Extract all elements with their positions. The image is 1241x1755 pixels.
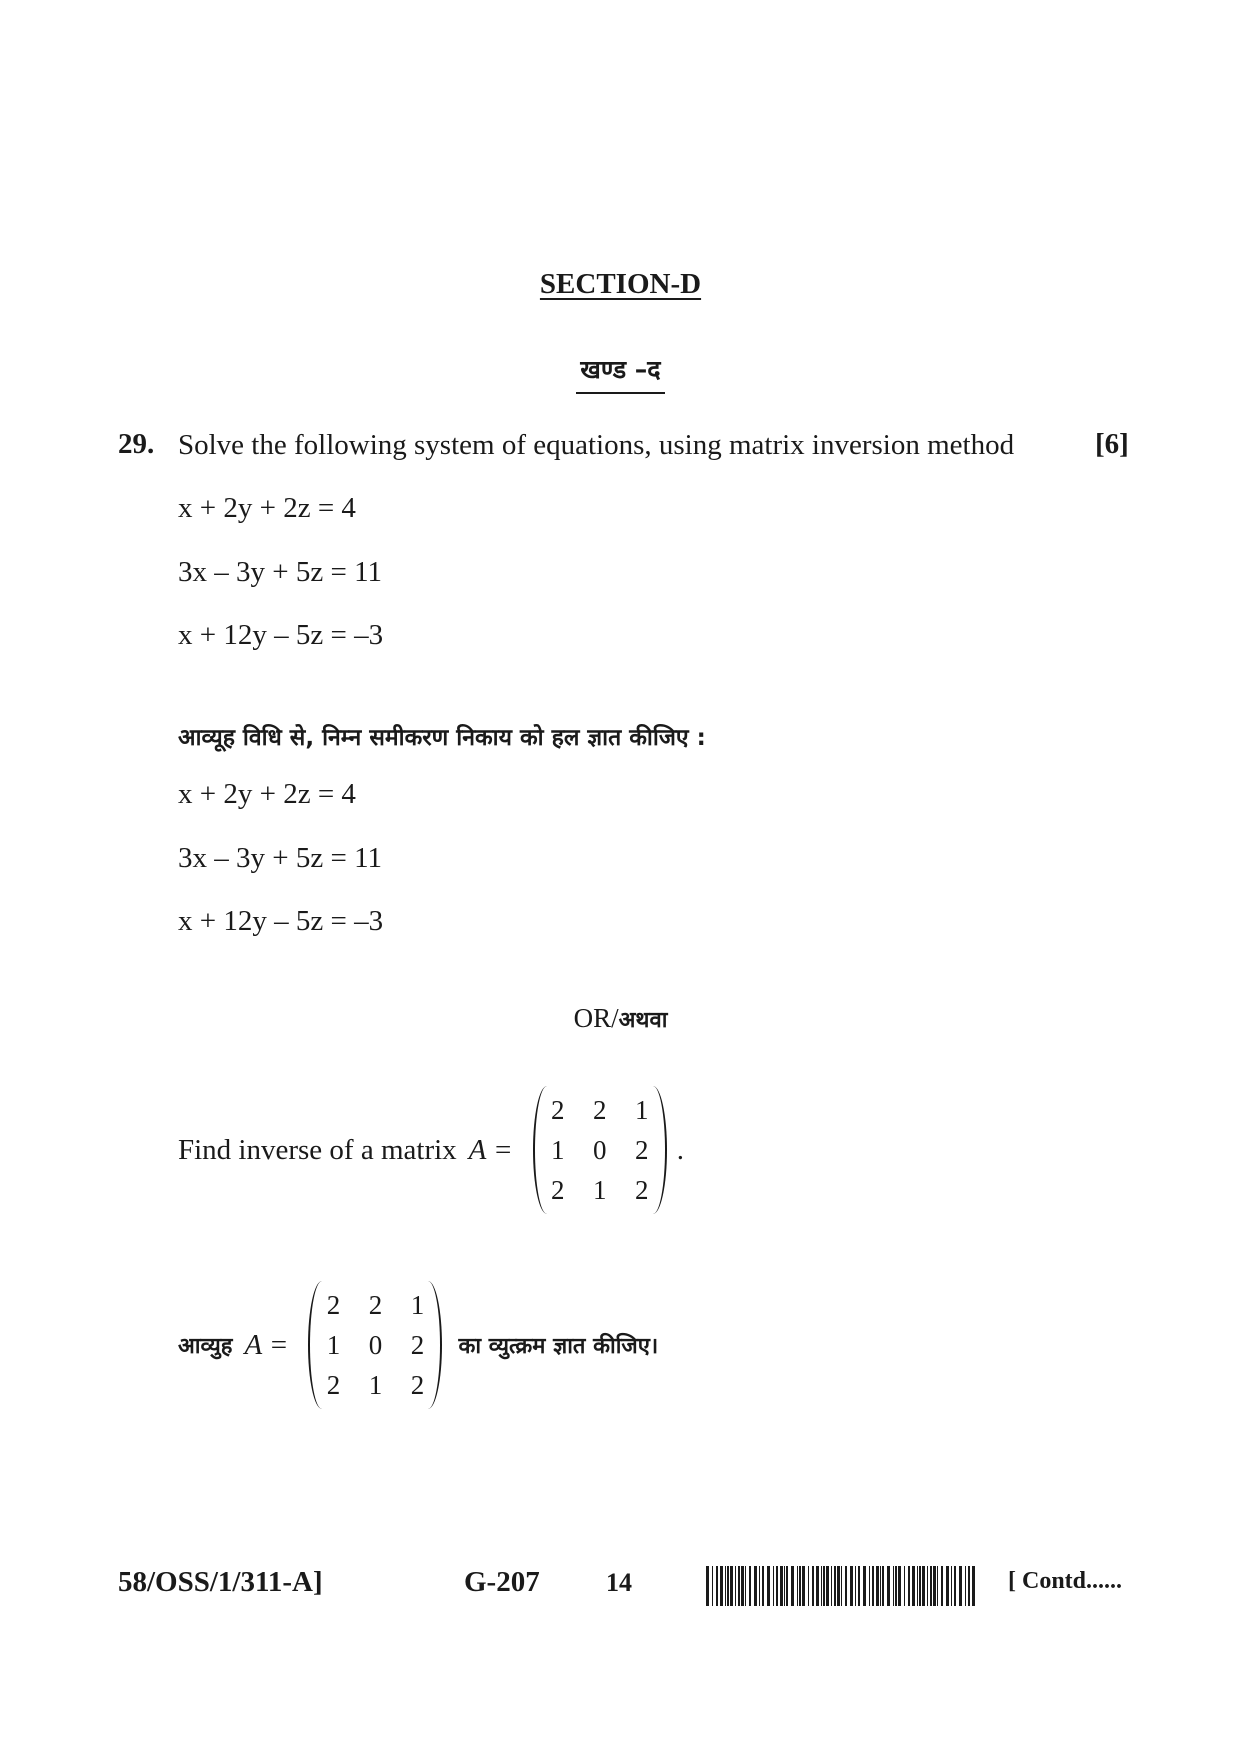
equation-3-repeat: x + 12y – 5z = –3 [178, 905, 384, 937]
inverse-question-hindi-prefix: आव्युह [178, 1334, 233, 1359]
matrix-label-hindi: A = [244, 1328, 289, 1361]
page-number: 14 [606, 1568, 632, 1597]
equation-1: x + 2y + 2z = 4 [178, 492, 356, 524]
question-text: Solve the following system of equations, using matrix inversion method [178, 429, 1015, 461]
question-marks: [6] [1095, 428, 1129, 460]
equation-1-repeat: x + 2y + 2z = 4 [178, 778, 356, 810]
section-title: SECTION-D [539, 268, 702, 300]
section-title-hindi: खण्ड –द [0, 352, 1241, 394]
or-divider [0, 1003, 1241, 1034]
question-number: 29. [118, 428, 155, 460]
inverse-question-hi [178, 1285, 658, 1405]
or-text-en: OR/ [573, 1003, 619, 1033]
matrix-a: 2 2 1 1 0 2 2 1 2 [537, 1090, 663, 1210]
or-text-hi: अथवा [618, 1008, 668, 1033]
inverse-question-text: Find inverse of a matrix [178, 1133, 457, 1166]
inverse-question-hindi-suffix: का व्युत्क्रम ज्ञात कीजिए। [458, 1334, 659, 1359]
end-mark: . [676, 1133, 684, 1166]
question-text-hindi: आव्यूह विधि से, निम्न समीकरण निकाय को हल ज्ञात कीजिए : [178, 725, 706, 751]
equation-2-repeat: 3x – 3y + 5z = 11 [178, 842, 383, 874]
equation-2: 3x – 3y + 5z = 11 [178, 556, 383, 588]
barcode [706, 1566, 976, 1606]
matrix-label: A = [468, 1133, 513, 1166]
continued-label: [ Contd...... [1008, 1568, 1123, 1594]
inverse-question-en [178, 1090, 684, 1210]
matrix-a-hindi: 2 2 1 1 0 2 2 1 2 [312, 1285, 438, 1405]
equation-3: x + 12y – 5z = –3 [178, 619, 384, 651]
paper-code: 58/OSS/1/311-A] [118, 1566, 323, 1598]
series-code: G-207 [464, 1566, 540, 1598]
